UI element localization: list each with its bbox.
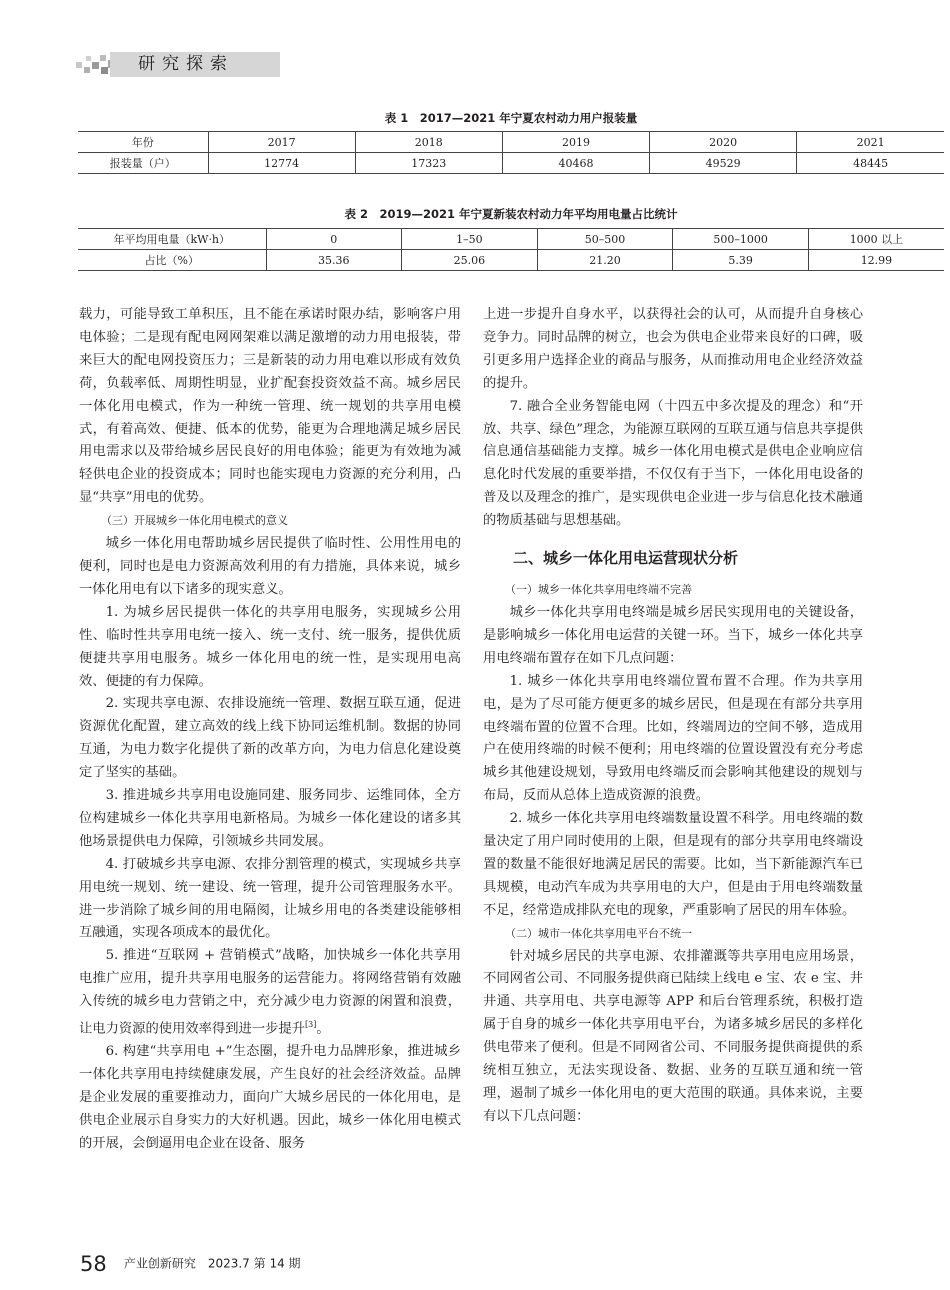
paragraph-with-citation: [79, 945, 461, 1041]
table-row: [78, 132, 944, 153]
table-header-cell: 50–500: [537, 229, 673, 250]
table-cell: 报装量（户）: [78, 153, 208, 174]
table1-caption: 表 1 2017—2021 年宁夏农村动力用户报装量: [384, 111, 638, 125]
paragraph: 城乡一体化用电帮助城乡居民提供了临时性、公用性用电的便利，同时也是电力资源高效利用的有力措施，具体来说，城乡一体化用电有以下诸多的现实意义。: [79, 536, 461, 597]
table-row: [78, 229, 944, 250]
table-cell: 5.39: [673, 250, 809, 271]
table-cell: 占比（%）: [78, 250, 266, 271]
table-row: [78, 153, 944, 174]
paragraph: 4. 打破城乡共享电源、农排分割管理的模式，实现城乡共享用电统一规划、统一建设、统一管理，提升公司管理服务水平。进一步消除了城乡间的用电隔阂，让城乡用电的各类建设能够相互融通，实现各项成本的最优化。: [79, 856, 461, 941]
table-cell: 35.36: [266, 250, 402, 271]
paragraph-text: 5. 推进“互联网 + 营销模式”战略，加快城乡一体化共享用电推广应用，提升共享用电服务的运营能力。将网络营销有效融入传统的城乡电力营销之中，充分减少电力资源的闲置和浪费，让电力资源的使用效率得到进一步提升: [79, 948, 461, 1037]
paragraph: 针对城乡居民的共享电源、农排灌溉等共享用电应用场景，不同网省公司、不同服务提供商已陆续上线电 e 宝、农 e 宝、井井通、共享用电、共享电源等 APP 和后台管理系统，积极打造属于自身的城乡一体化共享用电平台，为诸多城乡居民的多样化供电带来了便利。但是不同网省公司、不同服务提供商提供的系统相互独立，无法实现设备、数据、业务的互联互通和统一管理，遏制了城乡一体化用电的更大范围的联通。具体来说，主要有以下几点问题：: [483, 948, 863, 1124]
right-column: [483, 304, 863, 1129]
table-row: [78, 250, 944, 271]
paragraph: 1. 为城乡居民提供一体化的共享用电服务，实现城乡公用性、临时性共享用电统一接入、统一支付、统一服务，提供优质便捷共享用电服务。城乡一体化用电的统一性，是实现用电高效、便捷的有力保障。: [79, 604, 461, 689]
table-cell: 21.20: [537, 250, 673, 271]
table2-caption: 表 2 2019—2021 年宁夏新装农村动力年平均用电量占比统计: [344, 207, 678, 221]
paragraph: 1. 城乡一体化共享用电终端位置布置不合理。作为共享用电，是为了尽可能方便更多的城乡居民，但是现在有部分共享用电终端布置的位置不合理。比如，终端周边的空间不够，造成用户在使用终端的时候不便利；用电终端的位置设置没有充分考虑城乡其他建设规划，导致用电终端反而会影响其他建设的规划与布局，反而从总体上造成资源的浪费。: [483, 673, 863, 804]
table-header-cell: 1–50: [402, 229, 538, 250]
table-cell: 12.99: [808, 250, 944, 271]
page-footer: [80, 1248, 301, 1278]
left-column: [79, 304, 461, 1156]
table-cell: 48445: [797, 153, 944, 174]
section-heading: 二、城乡一体化用电运营现状分析: [513, 549, 739, 568]
table-header-cell: 2018: [355, 132, 502, 153]
paragraph-end: 。: [316, 1021, 330, 1037]
table-header-cell: 2020: [650, 132, 797, 153]
paragraph: 上进一步提升自身水平，以获得社会的认可，从而提升自身核心竞争力。同时品牌的树立，也会为供电企业带来良好的口碑，吸引更多用户选择企业的商品与服务，从而推动用电企业经济效益的提升。: [483, 307, 863, 391]
paragraph: 2. 实现共享电源、农排设施统一管理、数据互联互通，促进资源优化配置，建立高效的线上线下协同运维机制。数据的协同互通，为电力数字化提供了新的改革方向，为电力信息化建设奠定了坚实的基础。: [79, 696, 461, 781]
table-header-cell: 年份: [78, 132, 208, 153]
paragraph: 2. 城乡一体化共享用电终端数量设置不科学。用电终端的数量决定了用户同时使用的上限，但是现有的部分共享用电终端设置的数量不能很好地满足居民的需要。比如，当下新能源汽车已具规模，电动汽车成为共享用电的大户，但是由于用电终端数量不足，经常造成排队充电的现象，严重影响了居民的用车体验。: [483, 811, 863, 918]
table-header-cell: 500–1000: [673, 229, 809, 250]
table-cell: 17323: [355, 153, 502, 174]
table-cell: 25.06: [402, 250, 538, 271]
table-header-cell: 1000 以上: [808, 229, 944, 250]
subsection-heading: （二）城市一体化共享用电平台不统一: [505, 926, 692, 940]
table-cell: 49529: [650, 153, 797, 174]
table-header-cell: 2021: [797, 132, 944, 153]
table-cell: 40468: [502, 153, 649, 174]
subsection-heading: （一）城乡一体化共享用电终端不完善: [505, 583, 692, 597]
paragraph: 城乡一体化共享用电终端是城乡居民实现用电的关键设备，是影响城乡一体化用电运营的关键一环。当下，城乡一体化共享用电终端布置存在如下几点问题：: [483, 604, 863, 666]
table1: [78, 131, 944, 174]
citation-ref: [3]: [305, 1020, 317, 1030]
table-cell: 12774: [208, 153, 355, 174]
subsection-heading: （三）开展城乡一体化用电模式的意义: [101, 514, 288, 528]
table2: [78, 228, 944, 271]
paragraph: 载力，可能导致工单积压，且不能在承诺时限办结，影响客户用电体验；二是现有配电网网架难以满足激增的动力用电报装，带来巨大的配电网投资压力；三是新装的动力用电难以形成有效负荷，负载率低、周期性明显，业扩配套投资效益不高。城乡居民一体化用电模式，作为一种统一管理、统一规划的共享用电模式，有着高效、便捷、低本的优势，能更为合理地满足城乡居民用电需求以及带给城乡居民良好的用电体验；能更为有效地为减轻供电企业的投资成本；同时也能实现电力资源的充分利用，凸显“共享”用电的优势。: [79, 307, 461, 506]
table-header-cell: 0: [266, 229, 402, 250]
journal-info: 产业创新研究 2023.7 第 14 期: [123, 1256, 301, 1271]
section-title: 研究探索: [138, 54, 234, 74]
paragraph: 3. 推进城乡共享用电设施同建、服务同步、运维同体，全方位构建城乡一体化共享用电新格局。为城乡一体化建设的诸多其他场景提供电力保障，引领城乡共同发展。: [79, 788, 461, 849]
table-header-cell: 年平均用电量（kW·h）: [78, 229, 266, 250]
table-header-cell: 2017: [208, 132, 355, 153]
paragraph: 6. 构建“共享用电 +”生态圈，提升电力品牌形象，推进城乡一体化共享用电持续健康发展，产生良好的社会经济效益。品牌是企业发展的重要推动力，面向广大城乡居民的一体化用电，是供电企业展示自身实力的大好机遇。因此，城乡一体化用电模式的开展，会倒逼用电企业在设备、服务: [79, 1044, 461, 1152]
paragraph: 7. 融合全业务智能电网（十四五中多次提及的理念）和“开放、共享、绿色”理念，为能源互联网的互联互通与信息共享提供信息通信基础能力支撑。城乡一体化用电模式是供电企业响应信息化时代发展的重要举措，不仅仅有于当下，一体化用电设备的普及以及理念的推广，是实现供电企业进一步与信息化技术融通的物质基础与思想基础。: [483, 398, 863, 529]
page-number: 58: [80, 1251, 107, 1276]
table-header-cell: 2019: [502, 132, 649, 153]
